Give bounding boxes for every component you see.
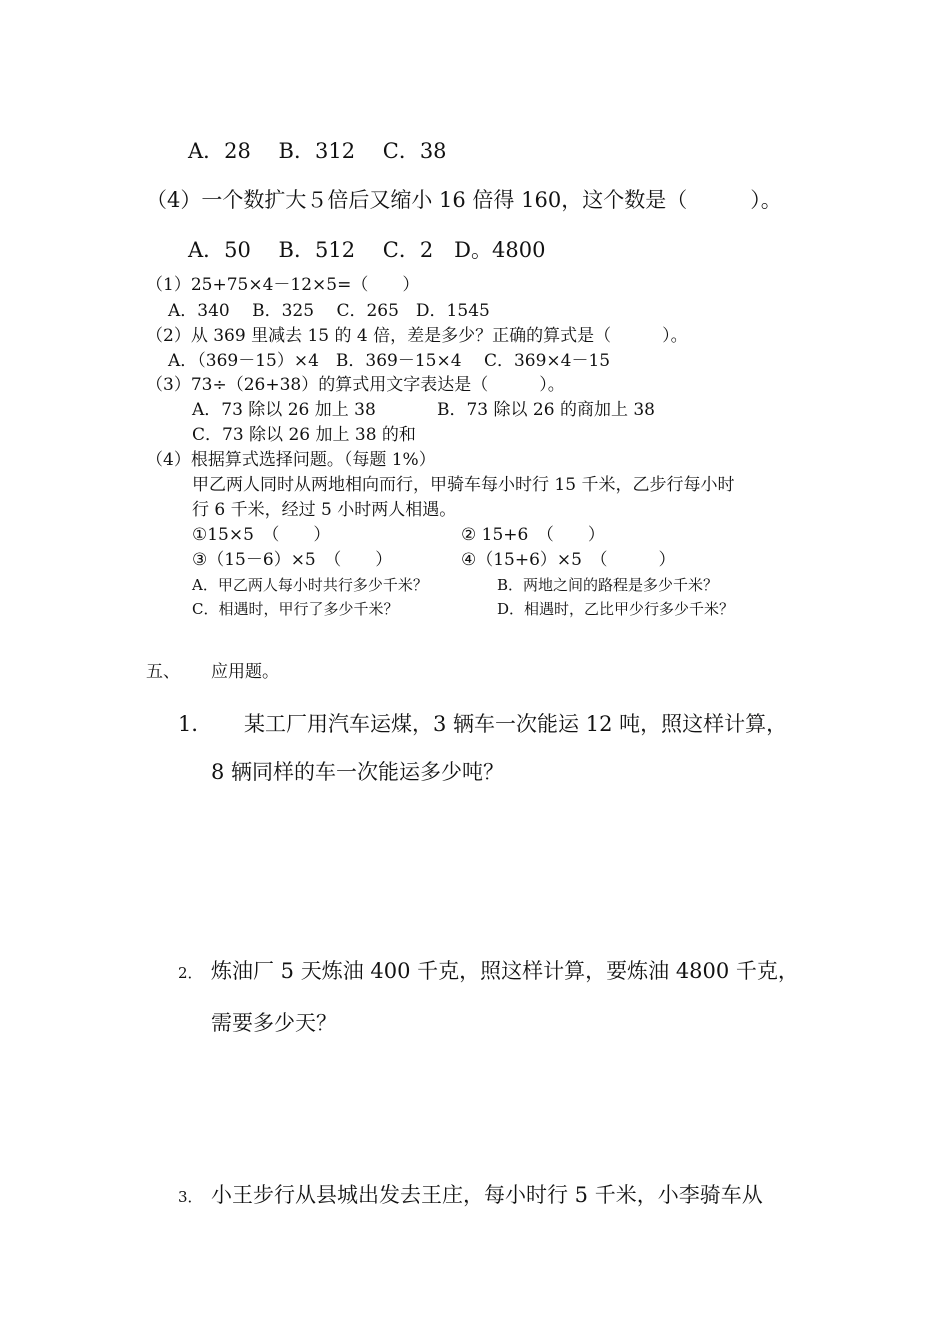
- expression-2: ② 15+6 （ ）: [461, 525, 605, 545]
- answer-choice-c: C．相遇时，甲行了多少千米？: [192, 600, 399, 618]
- sub-question-1: （1）25+75×4－12×5=（ ）: [146, 275, 420, 295]
- expression-3: ③（15－6）×5 （ ）: [192, 550, 393, 570]
- options-line-2: A．50 B．512 C．2 D。4800: [188, 238, 546, 262]
- sub-question-1-options: A．340 B．325 C．265 D．1545: [168, 301, 490, 321]
- sub-question-3-option-b: B．73 除以 26 的商加上 38: [437, 400, 656, 420]
- sub-question-4-description-line-2: 行 6 千米，经过 5 小时两人相遇。: [192, 500, 457, 520]
- expression-1: ①15×5 （ ）: [192, 525, 331, 545]
- problem-2-number: 2．: [178, 964, 203, 982]
- problem-3-number: 3．: [178, 1188, 203, 1206]
- sub-question-3-option-c: C．73 除以 26 加上 38 的和: [192, 425, 416, 445]
- sub-question-2-options: A．（369－15）×4 B．369－15×4 C．369×4－15: [168, 351, 611, 371]
- sub-question-3-option-a: A．73 除以 26 加上 38: [192, 400, 376, 420]
- options-line-1: A．28 B．312 C．38: [188, 139, 447, 163]
- section-title: 应用题。: [211, 662, 279, 682]
- sub-question-4: （4）根据算式选择问题。（每题 1%）: [146, 450, 436, 470]
- sub-question-3: （3）73÷（26+38）的算式用文字表达是（ ）。: [146, 375, 565, 395]
- problem-2-line-2: 需要多少天？: [211, 1011, 337, 1035]
- sub-question-2: （2）从 369 里减去 15 的 4 倍，差是多少？正确的算式是（ ）。: [146, 326, 688, 346]
- section-number: 五、: [146, 662, 180, 682]
- answer-choice-a: A．甲乙两人每小时共行多少千米？: [192, 576, 428, 594]
- problem-2-line-1: 炼油厂 5 天炼油 400 千克，照这样计算，要炼油 4800 千克，: [211, 959, 799, 983]
- expression-4: ④（15+6）×5 （ ）: [461, 550, 676, 570]
- problem-1-number: 1．: [178, 712, 213, 736]
- problem-1-line-2: 8 辆同样的车一次能运多少吨？: [211, 760, 505, 784]
- question-4-text: （4）一个数扩大５倍后又缩小 16 倍得 160，这个数是（ ）。: [146, 188, 782, 212]
- answer-choice-d: D．相遇时，乙比甲少行多少千米？: [497, 600, 735, 618]
- answer-choice-b: B．两地之间的路程是多少千米？: [497, 576, 719, 594]
- problem-3-line-1: 小王步行从县城出发去王庄，每小时行 5 千米，小李骑车从: [211, 1183, 763, 1207]
- problem-1-line-1: 某工厂用汽车运煤，3 辆车一次能运 12 吨，照这样计算，: [244, 712, 788, 736]
- sub-question-4-description-line-1: 甲乙两人同时从两地相向而行，甲骑车每小时行 15 千米，乙步行每小时: [192, 475, 735, 495]
